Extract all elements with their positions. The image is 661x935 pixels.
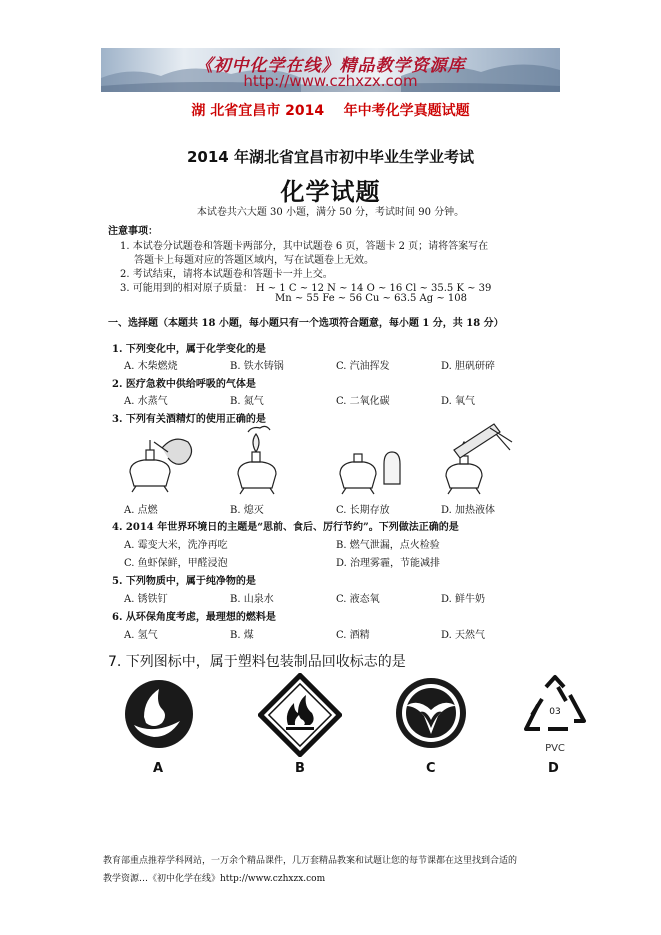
note-1b: 答题卡上每题对应的答题区域内，写在试题卷上无效。 <box>134 255 374 266</box>
q6-option-d: D. 天然气 <box>441 630 486 641</box>
q7-option-a: A <box>153 761 164 776</box>
notes-heading: 注意事项： <box>108 226 158 237</box>
q1-stem: 1. 下列变化中，属于化学变化的是 <box>112 344 266 355</box>
q1-option-b: B. 铁水铸锅 <box>230 361 284 372</box>
q5-stem: 5. 下列物质中，属于纯净物的是 <box>112 576 256 587</box>
q4-option-b: B. 燃气泄漏，点火检验 <box>336 540 440 551</box>
q5-option-d: D. 鲜牛奶 <box>441 594 486 605</box>
note-3a: 3. 可能用到的相对原子质量： H ~ 1 C ~ 12 N ~ 14 O ~ 16 Cl ~ 35.5 K ~ 39 <box>120 283 492 294</box>
q2-option-b: B. 氮气 <box>230 396 264 407</box>
note-3b: Mn ~ 55 Fe ~ 56 Cu ~ 63.5 Ag ~ 108 <box>275 293 467 304</box>
q7-option-c: C <box>426 761 436 776</box>
alcohol-lamp-heating-icon <box>440 420 518 496</box>
note-2: 2. 考试结束，请将本试题卷和答题卡一并上交。 <box>120 269 333 280</box>
water-saving-icon <box>124 679 194 749</box>
q2-option-c: C. 二氧化碳 <box>336 396 390 407</box>
section-1-heading: 一、选择题（本题共 18 小题，每小题只有一个选项符合题意，每小题 1 分，共 18 分） <box>108 318 504 329</box>
banner-url[interactable]: http://www.czhxzx.com <box>243 72 418 90</box>
q1-option-d: D. 胆矾研碎 <box>441 361 496 372</box>
alcohol-lamp-lighting-icon <box>122 424 200 496</box>
q6-option-b: B. 煤 <box>230 630 254 641</box>
q3-option-d: D. 加热液体 <box>441 505 496 516</box>
page-title: 湖 北省宜昌市 2014 年中考化学真题试题 <box>191 103 470 119</box>
recycle-number: 03 <box>549 707 561 717</box>
q2-option-d: D. 氧气 <box>441 396 476 407</box>
q5-option-a: A. 锈铁钉 <box>124 594 168 605</box>
q3-option-b: B. 熄灭 <box>230 505 264 516</box>
q7-option-d: D <box>548 761 559 776</box>
q4-option-a: A. 霉变大米，洗净再吃 <box>124 540 228 551</box>
footer-line-1: 教育部重点推荐学科网站，一万余个精品课件，几万套精品教案和试题让您的每节课都在这里找到合适的 <box>103 856 518 866</box>
green-food-icon <box>394 676 468 750</box>
exam-title: 2014 年湖北省宜昌市初中毕业生学业考试 <box>187 148 474 166</box>
alcohol-lamp-extinguish-icon <box>232 424 282 496</box>
q1-option-a: A. 木柴燃烧 <box>124 361 178 372</box>
header-banner <box>101 48 560 92</box>
q6-option-c: C. 酒精 <box>336 630 370 641</box>
recycle-code: PVC <box>545 743 565 754</box>
q6-option-a: A. 氢气 <box>124 630 158 641</box>
q7-option-b: B <box>295 761 305 776</box>
q3-option-c: C. 长期存放 <box>336 505 390 516</box>
q5-option-b: B. 山泉水 <box>230 594 274 605</box>
q6-stem: 6. 从环保角度考虑，最理想的燃料是 <box>112 612 276 623</box>
recycle-icon <box>518 673 592 757</box>
subject-title: 化学试题 <box>280 178 381 206</box>
banner-title: 《初中化学在线》精品教学资源库 <box>195 56 466 76</box>
q5-option-c: C. 液态氧 <box>336 594 380 605</box>
exam-info: 本试卷共六大题 30 小题，满分 50 分，考试时间 90 分钟。 <box>196 207 465 218</box>
q4-option-d: D. 治理雾霾，节能减排 <box>336 558 441 569</box>
note-1a: 1. 本试卷分试题卷和答题卡两部分，其中试题卷 6 页，答题卡 2 页；请将答案写在 <box>120 241 489 252</box>
flammable-warning-icon <box>258 673 342 757</box>
q1-option-c: C. 汽油挥发 <box>336 361 390 372</box>
q2-stem: 2. 医疗急救中供给呼吸的气体是 <box>112 379 256 390</box>
q4-option-c: C. 鱼虾保鲜，甲醛浸泡 <box>124 558 228 569</box>
alcohol-lamp-storage-icon <box>336 444 402 496</box>
footer-line-2[interactable]: 教学资源…《初中化学在线》http://www.czhxzx.com <box>103 874 326 884</box>
q3-option-a: A. 点燃 <box>124 505 158 516</box>
q7-stem: 7. 下列图标中，属于塑料包装制品回收标志的是 <box>108 654 406 670</box>
q4-stem: 4. 2014 年世界环境日的主题是“思前、食后、厉行节约”。下列做法正确的是 <box>112 522 459 533</box>
q3-stem: 3. 下列有关酒精灯的使用正确的是 <box>112 414 266 425</box>
q2-option-a: A. 水蒸气 <box>124 396 168 407</box>
